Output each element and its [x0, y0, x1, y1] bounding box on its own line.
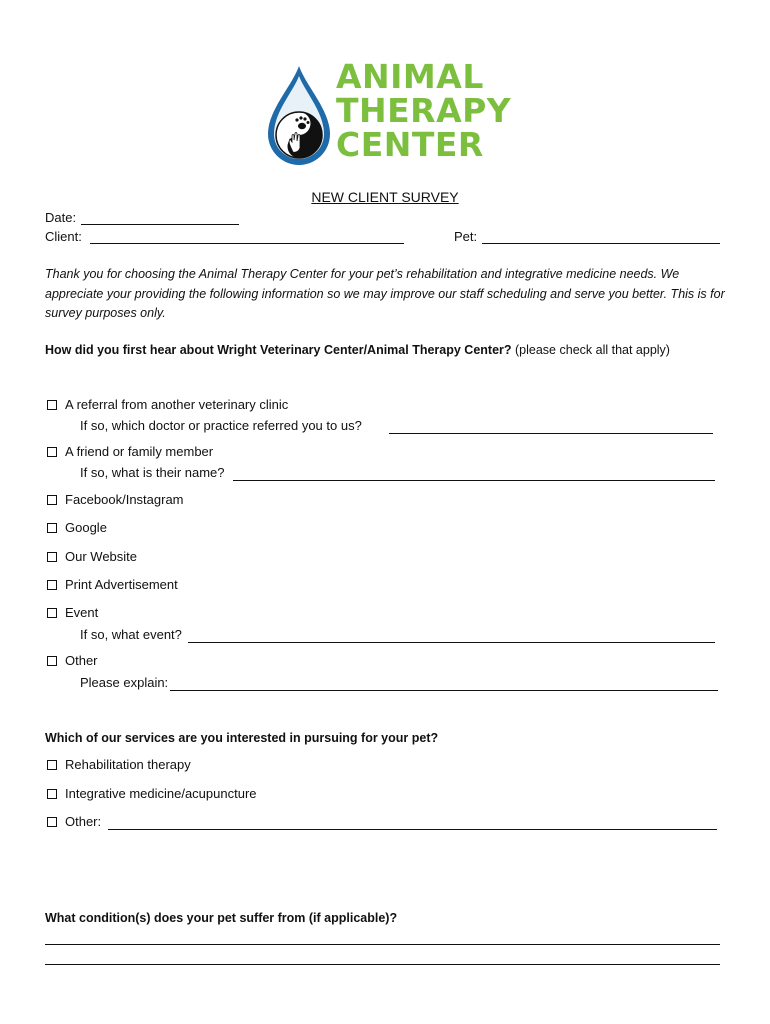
event-field[interactable] [188, 642, 715, 643]
checkbox-google[interactable] [47, 523, 57, 533]
conditions-line-1[interactable] [45, 944, 720, 945]
client-field[interactable] [90, 243, 404, 244]
question-2-text: Which of our services are you interested in pursuing for your pet? [45, 731, 439, 745]
checkbox-event[interactable] [47, 608, 57, 618]
option-rehab-label: Rehabilitation therapy [65, 757, 191, 772]
option-event[interactable] [47, 605, 98, 620]
logo-wordmark [336, 57, 512, 164]
checkbox-referral[interactable] [47, 400, 57, 410]
other-service-field[interactable] [108, 829, 717, 830]
option-google-label: Google [65, 520, 107, 535]
option-friend[interactable] [47, 444, 213, 459]
option-other-service[interactable] [47, 814, 101, 829]
option-rehab[interactable] [47, 757, 191, 772]
page-title: NEW CLIENT SURVEY [311, 189, 459, 205]
option-facebook[interactable] [47, 492, 184, 507]
checkbox-rehab[interactable] [47, 760, 57, 770]
date-field[interactable] [81, 224, 239, 225]
option-website[interactable] [47, 549, 137, 564]
question-3-text: What condition(s) does your pet suffer from (if applicable)? [45, 911, 398, 925]
yin-yang-paw-hand-icon [266, 64, 332, 168]
logo-line-2: THERAPY [336, 91, 512, 130]
checkbox-integrative[interactable] [47, 789, 57, 799]
intro-paragraph: Thank you for choosing the Animal Therapy Center for your pet’s rehabilitation and integrative medicine needs. We appreciate your providing the following information so we may improve our staff scheduling and serve you better. This is for survey purposes only. [45, 267, 725, 320]
conditions-line-2[interactable] [45, 964, 720, 965]
question-conditions [45, 911, 397, 925]
option-other-source[interactable] [47, 653, 98, 668]
friend-name-field[interactable] [233, 480, 715, 481]
client-label: Client: [45, 229, 82, 244]
logo-line-3: CENTER [336, 125, 484, 164]
option-print-ad[interactable] [47, 577, 178, 592]
other-followup-label: Please explain: [80, 675, 169, 690]
checkbox-facebook[interactable] [47, 495, 57, 505]
option-print-ad-label: Print Advertisement [65, 577, 178, 592]
option-google[interactable] [47, 520, 107, 535]
pet-field[interactable] [482, 243, 720, 244]
option-friend-label: A friend or family member [65, 444, 214, 459]
date-label: Date: [45, 210, 77, 225]
logo-line-1: ANIMAL [336, 57, 484, 96]
option-referral-label: A referral from another veterinary clinic [65, 397, 289, 412]
checkbox-website[interactable] [47, 552, 57, 562]
option-facebook-label: Facebook/Instagram [65, 492, 184, 507]
option-other-service-label: Other: [65, 814, 102, 829]
referral-doctor-field[interactable] [389, 433, 713, 434]
pet-label: Pet: [454, 229, 478, 244]
referral-followup-label: If so, which doctor or practice referred you to us? [80, 418, 362, 433]
event-followup-label: If so, what event? [80, 627, 182, 642]
option-referral[interactable] [47, 397, 288, 412]
checkbox-other-source[interactable] [47, 656, 57, 666]
checkbox-friend[interactable] [47, 447, 57, 457]
option-integrative-label: Integrative medicine/acupuncture [65, 786, 257, 801]
option-other-source-label: Other [65, 653, 98, 668]
question-1-note: (please check all that apply) [515, 343, 670, 357]
friend-followup-label: If so, what is their name? [80, 465, 225, 480]
question-heard-about [45, 343, 670, 357]
question-services [45, 731, 438, 745]
other-explain-field[interactable] [170, 690, 718, 691]
question-1-text: How did you first hear about Wright Veterinary Center/Animal Therapy Center? [45, 343, 512, 357]
option-website-label: Our Website [65, 549, 138, 564]
checkbox-print-ad[interactable] [47, 580, 57, 590]
option-integrative[interactable] [47, 786, 257, 801]
checkbox-other-service[interactable] [47, 817, 57, 827]
option-event-label: Event [65, 605, 99, 620]
